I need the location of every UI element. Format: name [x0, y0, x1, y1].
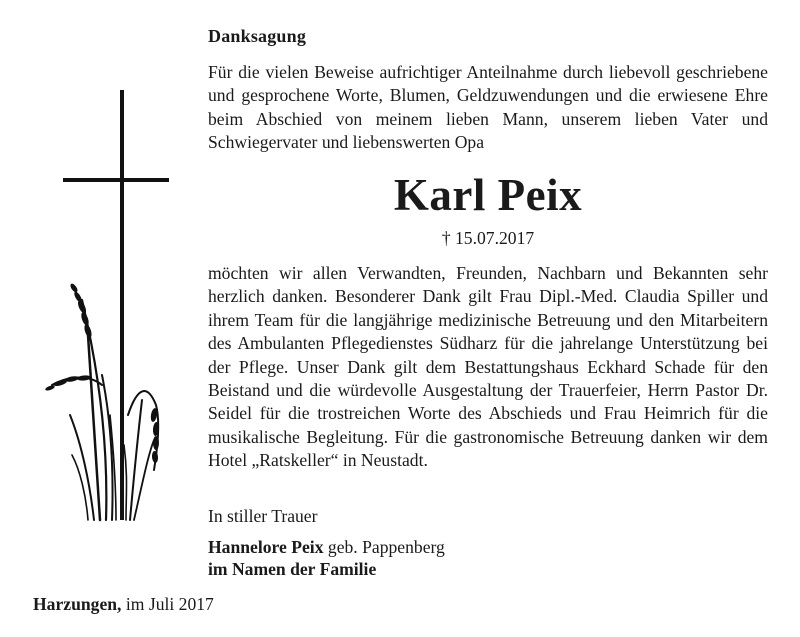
signer-line [208, 536, 445, 559]
heading: Danksagung [208, 26, 307, 46]
deceased-name: Karl Peix [393, 170, 583, 220]
family-line: im Namen der Familie [208, 559, 377, 579]
place: Harzungen, [33, 594, 122, 614]
thanks-paragraph: möchten wir allen Verwandten, Freunden, Nachbarn und Bekannten sehr herzlich danken. Besonderer Dank gilt Frau Dipl.-Med. Claudia Spiller und ihrem Team für die langjährige medizinische Betreuung und den Mitarbeitern des Ambulanten Pflegedienstes Südharz für die jahrelange Unterstützung bei der Pflege. Unser Dank gilt dem Bestattungshaus Eckhard Schade für den Beistand und die würdevolle Ausgestaltung der Trauerfeier, Herrn Pastor Dr. Seidel für die trostreichen Worte des Abschieds und Frau Heimrich für die musikalische Begleitung. Für die gastronomische Betreuung danken wir dem Hotel „Ratskeller“ in Neustadt. [208, 263, 768, 471]
signer-name: Hannelore Peix [208, 537, 324, 557]
date: im Juli 2017 [125, 594, 214, 614]
place-date-line [33, 593, 214, 616]
cross-with-wheat-icon [30, 85, 180, 525]
intro-paragraph: Für die vielen Beweise aufrichtiger Anteilnahme durch liebevoll geschriebene und gesprochene Worte, Blumen, Geldzuwendungen und die erwiesene Ehre beim Abschied von meinem lieben Mann, unserem lieben Vater und Schwiegervater und liebenswerten Opa [208, 62, 768, 153]
closing-line: In stiller Trauer [208, 506, 318, 526]
death-date: † 15.07.2017 [441, 228, 535, 248]
signer-birthname: geb. Pappenberg [327, 537, 445, 557]
